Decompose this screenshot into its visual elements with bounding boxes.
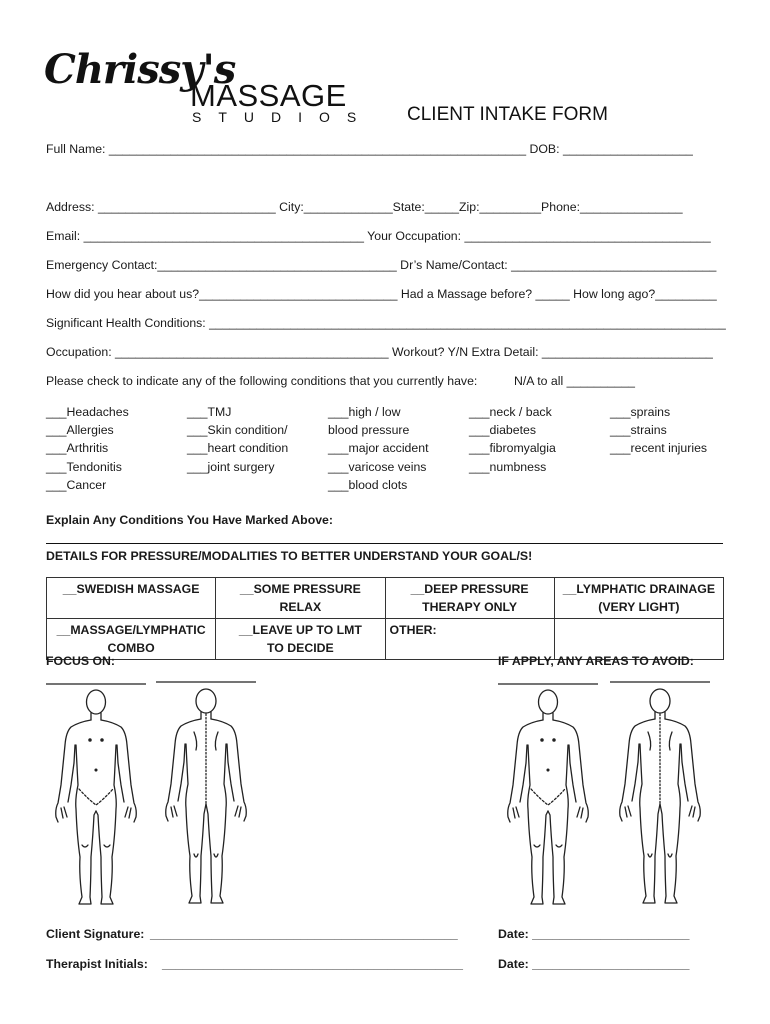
modality-lymphatic-drainage[interactable]: __LYMPHATIC DRAINAGE (VERY LIGHT) bbox=[554, 578, 723, 619]
condition-item[interactable]: ___Allergies bbox=[46, 423, 114, 438]
condition-item[interactable]: ___major accident bbox=[328, 441, 429, 456]
condition-item[interactable]: ___heart condition bbox=[187, 441, 289, 456]
focus-figure-back[interactable] bbox=[156, 678, 256, 907]
modality-swedish[interactable]: __SWEDISH MASSAGE bbox=[47, 578, 216, 619]
email-field[interactable]: Email: _________________________________________ Your Occupation: ____________________________________ bbox=[46, 229, 711, 243]
condition-item[interactable]: ___neck / back bbox=[469, 405, 552, 419]
emergency-contact-field[interactable]: Emergency Contact:___________________________________ Dr’s Name/Contact: ______________________________ bbox=[46, 258, 717, 272]
logo-massage: MASSAGE bbox=[190, 78, 347, 113]
modality-other[interactable]: OTHER: bbox=[385, 619, 554, 660]
details-heading: DETAILS FOR PRESSURE/MODALITIES TO BETTER UNDERSTAND YOUR GOAL/S! bbox=[46, 549, 533, 563]
avoid-figure-front[interactable] bbox=[498, 682, 598, 907]
condition-item[interactable]: ___numbness bbox=[469, 459, 547, 474]
condition-column-2 bbox=[187, 403, 288, 476]
therapist-date-field[interactable]: Date: _______________________ bbox=[498, 957, 690, 971]
condition-item[interactable]: ___recent injuries bbox=[610, 441, 708, 456]
condition-item[interactable]: ___high / low bbox=[328, 405, 401, 419]
condition-column-3 bbox=[328, 403, 428, 494]
condition-item[interactable]: ___Skin condition/ bbox=[187, 423, 288, 438]
avoid-figure-back[interactable] bbox=[610, 678, 710, 907]
condition-item: blood pressure bbox=[328, 423, 410, 438]
condition-item[interactable]: ___diabetes bbox=[469, 423, 537, 438]
therapist-initials-label: Therapist Initials: bbox=[46, 957, 148, 971]
condition-column-5 bbox=[610, 403, 707, 458]
health-conditions-field[interactable]: Significant Health Conditions: ____________________________________________________________________________ bbox=[46, 316, 726, 330]
focus-figure-front[interactable] bbox=[46, 682, 146, 907]
logo-studios: STUDIOS bbox=[192, 109, 374, 125]
address-field[interactable]: Address: __________________________ City:_____________State:_____Zip:_________Phone:_______________ bbox=[46, 200, 683, 214]
therapist-initials-field[interactable]: ____________________________________________ bbox=[162, 957, 463, 971]
modality-leave-to-lmt[interactable]: __LEAVE UP TO LMT TO DECIDE bbox=[216, 619, 385, 660]
focus-label: FOCUS ON: bbox=[46, 654, 115, 668]
condition-column-1 bbox=[46, 403, 129, 494]
client-signature-label: Client Signature: bbox=[46, 927, 145, 941]
occupation-field[interactable]: Occupation: ________________________________________ Workout? Y/N Extra Detail: _________________________ bbox=[46, 345, 713, 359]
client-date-field[interactable]: Date: _______________________ bbox=[498, 927, 690, 941]
explain-label: Explain Any Conditions You Have Marked Above: bbox=[46, 513, 333, 527]
modality-massage-lymphatic-combo[interactable]: __MASSAGE/LYMPHATIC COMBO bbox=[47, 619, 216, 660]
condition-item[interactable]: ___fibromyalgia bbox=[469, 441, 556, 456]
logo-script: Chrissy's bbox=[44, 46, 236, 93]
condition-item[interactable]: ___Cancer bbox=[46, 477, 107, 492]
explain-underline[interactable] bbox=[46, 543, 723, 544]
na-all-field[interactable]: N/A to all __________ bbox=[514, 374, 636, 388]
condition-item[interactable]: ___Arthritis bbox=[46, 441, 109, 456]
condition-item[interactable]: ___blood clots bbox=[328, 477, 408, 492]
condition-item[interactable]: ___strains bbox=[610, 423, 667, 438]
full-name-field[interactable]: Full Name: _____________________________________________________________ DOB: ___________________ bbox=[46, 142, 693, 156]
form-title: CLIENT INTAKE FORM bbox=[407, 104, 608, 125]
modality-some-pressure[interactable]: __SOME PRESSURE RELAX bbox=[216, 578, 385, 619]
condition-column-4 bbox=[469, 403, 556, 476]
modality-deep-pressure[interactable]: __DEEP PRESSURE THERAPY ONLY bbox=[385, 578, 554, 619]
referral-field[interactable]: How did you hear about us?_____________________________ Had a Massage before? _____ How long ago?_________ bbox=[46, 287, 717, 301]
condition-item[interactable]: ___Tendonitis bbox=[46, 459, 122, 474]
condition-item[interactable]: ___sprains bbox=[610, 405, 671, 419]
check-prompt: Please check to indicate any of the following conditions that you currently have: bbox=[46, 374, 478, 388]
condition-item[interactable]: ___varicose veins bbox=[328, 459, 427, 474]
condition-item[interactable]: ___Headaches bbox=[46, 405, 129, 419]
avoid-label: IF APPLY, ANY AREAS TO AVOID: bbox=[498, 654, 694, 668]
client-signature-field[interactable]: _____________________________________________ bbox=[150, 927, 458, 941]
modalities-table bbox=[46, 577, 724, 660]
condition-item[interactable]: ___TMJ bbox=[187, 405, 232, 419]
condition-item[interactable]: ___joint surgery bbox=[187, 459, 275, 474]
